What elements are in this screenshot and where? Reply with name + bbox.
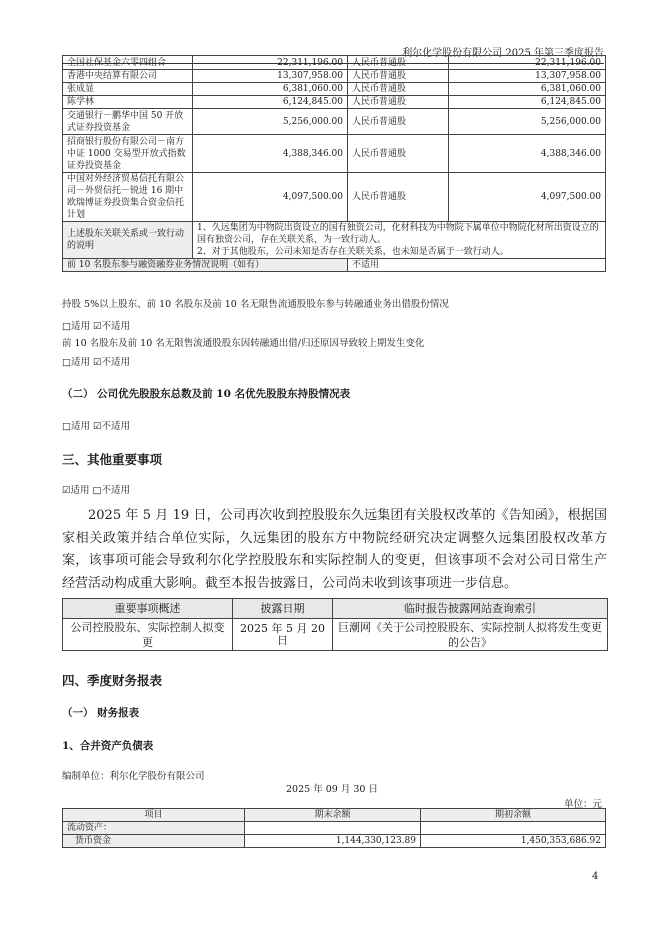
balance-sheet-heading: 1、合并资产负债表 <box>62 740 154 752</box>
relation-label: 上述股东关联关系或一致行动的说明 <box>63 222 193 259</box>
holder-shares: 13,307,958.00 <box>193 70 348 83</box>
other-matters-paragraph: 2025 年 5 月 19 日，公司再次收到控股股东久远集团有关股权改革的《告知函》，根据国家相关政策并结合单位实际，久远集团的股东方中物院经研究决定调整久远集团股权改革方案，该事项可能会导致利尔化学控股股东和实际控制人的变更，但该事项不会对公司日常生产经营活动构成重大影响。截至本报告披露日，公司尚未收到该事项进一步信息。 <box>62 508 607 591</box>
shareholder-table <box>62 55 606 272</box>
table-header-row <box>63 809 606 822</box>
table-row <box>63 619 608 651</box>
holder-name: 张成显 <box>63 83 193 96</box>
row-end-value: 1,144,330,123.89 <box>245 835 421 848</box>
holder-shares: 5,256,000.00 <box>193 109 348 135</box>
table-row <box>63 135 606 173</box>
empty-cell <box>421 822 606 835</box>
holder-shares: 22,311,196.00 <box>193 56 348 70</box>
share-count: 6,124,845.00 <box>449 96 606 109</box>
page-number: 4 <box>592 871 599 882</box>
note-lending-change-check: □适用 ☑不适用 <box>62 357 131 368</box>
header-summary: 重要事项概述 <box>63 599 233 619</box>
share-type: 人民币普通股 <box>348 135 449 173</box>
share-count: 4,097,500.00 <box>449 173 606 222</box>
other-matters-check: ☑适用 □不适用 <box>62 485 131 496</box>
header-begin-balance: 期初余额 <box>421 809 606 822</box>
section-label: 流动资产： <box>63 822 245 835</box>
holder-shares: 6,381,060.00 <box>193 83 348 96</box>
share-type: 人民币普通股 <box>348 70 449 83</box>
share-type: 人民币普通股 <box>348 83 449 96</box>
share-count: 22,311,196.00 <box>449 56 606 70</box>
matter-summary: 公司控股股东、实际控制人拟变更 <box>63 619 233 651</box>
compiler: 编制单位：利尔化学股份有限公司 <box>62 771 205 782</box>
table-row <box>63 109 606 135</box>
header-index: 临时报告披露网站查询索引 <box>333 599 608 619</box>
holder-name: 全国社保基金六零四组合 <box>63 56 193 70</box>
table-header-row <box>63 599 608 619</box>
financial-heading: 四、季度财务报表 <box>62 673 163 688</box>
holder-shares: 4,097,500.00 <box>193 173 348 222</box>
share-count: 6,381,060.00 <box>449 83 606 96</box>
table-row <box>63 83 606 96</box>
relation-text <box>193 222 606 259</box>
share-count: 4,388,346.00 <box>449 135 606 173</box>
margin-label: 前 10 名股东参与融资融券业务情况说明（如有） <box>63 259 348 272</box>
preferred-check: □适用 ☑不适用 <box>62 421 131 432</box>
row-label: 货币资金 <box>63 835 245 848</box>
important-matters-table <box>62 598 608 651</box>
header-item: 项目 <box>63 809 245 822</box>
holder-shares: 4,388,346.00 <box>193 135 348 173</box>
header-date: 披露日期 <box>233 599 333 619</box>
table-row <box>63 96 606 109</box>
other-matters-heading: 三、其他重要事项 <box>62 452 163 467</box>
matter-date: 2025 年 5 月 20 日 <box>233 619 333 651</box>
margin-value: 不适用 <box>348 259 606 272</box>
holder-shares: 6,124,845.00 <box>193 96 348 109</box>
matter-index: 巨潮网《关于公司控股股东、实际控制人拟将发生变更的公告》 <box>333 619 608 651</box>
share-count: 5,256,000.00 <box>449 109 606 135</box>
share-type: 人民币普通股 <box>348 109 449 135</box>
margin-row <box>63 259 606 272</box>
share-type: 人民币普通股 <box>348 173 449 222</box>
relation-text-1: 1、久远集团为中物院出资设立的国有独资公司，化材科技为中物院下属单位中物院化材所出资设立的国有独资公司，存在关联关系，为一致行动人。 <box>197 223 599 245</box>
holder-name: 招商银行股份有限公司－南方中证 1000 交易型开放式指数证券投资基金 <box>63 135 193 173</box>
table-row <box>63 835 606 848</box>
relation-row <box>63 222 606 259</box>
table-row <box>63 56 606 70</box>
report-date: 2025 年 09 月 30 日 <box>286 784 378 795</box>
note-securities-lending-check: □适用 ☑不适用 <box>62 321 131 332</box>
page-header: 利尔化学股份有限公司 2025 年第三季度报告 <box>62 44 604 64</box>
relation-text-2: 2、对于其他股东，公司未知是否存在关联关系，也未知是否属于一致行动人。 <box>197 247 509 257</box>
empty-cell <box>245 822 421 835</box>
balance-sheet-table <box>62 808 606 848</box>
unit: 单位：元 <box>563 799 602 810</box>
header-end-balance: 期末余额 <box>245 809 421 822</box>
row-begin-value: 1,450,353,686.92 <box>421 835 606 848</box>
holder-name: 香港中央结算有限公司 <box>63 70 193 83</box>
note-securities-lending: 持股 5%以上股东、前 10 名股东及前 10 名无限售流通股股东参与转融通业务出借股份情况 <box>62 299 449 310</box>
note-lending-change: 前 10 名股东及前 10 名无限售流通股股东因转融通出借/归还原因导致较上期发生变化 <box>62 338 425 349</box>
share-count: 13,307,958.00 <box>449 70 606 83</box>
share-type: 人民币普通股 <box>348 96 449 109</box>
holder-name: 中国对外经济贸易信托有限公司－外贸信托－锐进 16 期中欧瑞博证券投资集合资金信托计划 <box>63 173 193 222</box>
holder-name: 陈学林 <box>63 96 193 109</box>
table-row <box>63 173 606 222</box>
share-type: 人民币普通股 <box>348 56 449 70</box>
table-row <box>63 70 606 83</box>
holder-name: 交通银行－鹏华中国 50 开放式证券投资基金 <box>63 109 193 135</box>
preferred-heading: （二） 公司优先股股东总数及前 10 名优先股股东持股情况表 <box>62 388 351 400</box>
financial-sub-heading: （一） 财务报表 <box>62 707 140 719</box>
section-row <box>63 822 606 835</box>
